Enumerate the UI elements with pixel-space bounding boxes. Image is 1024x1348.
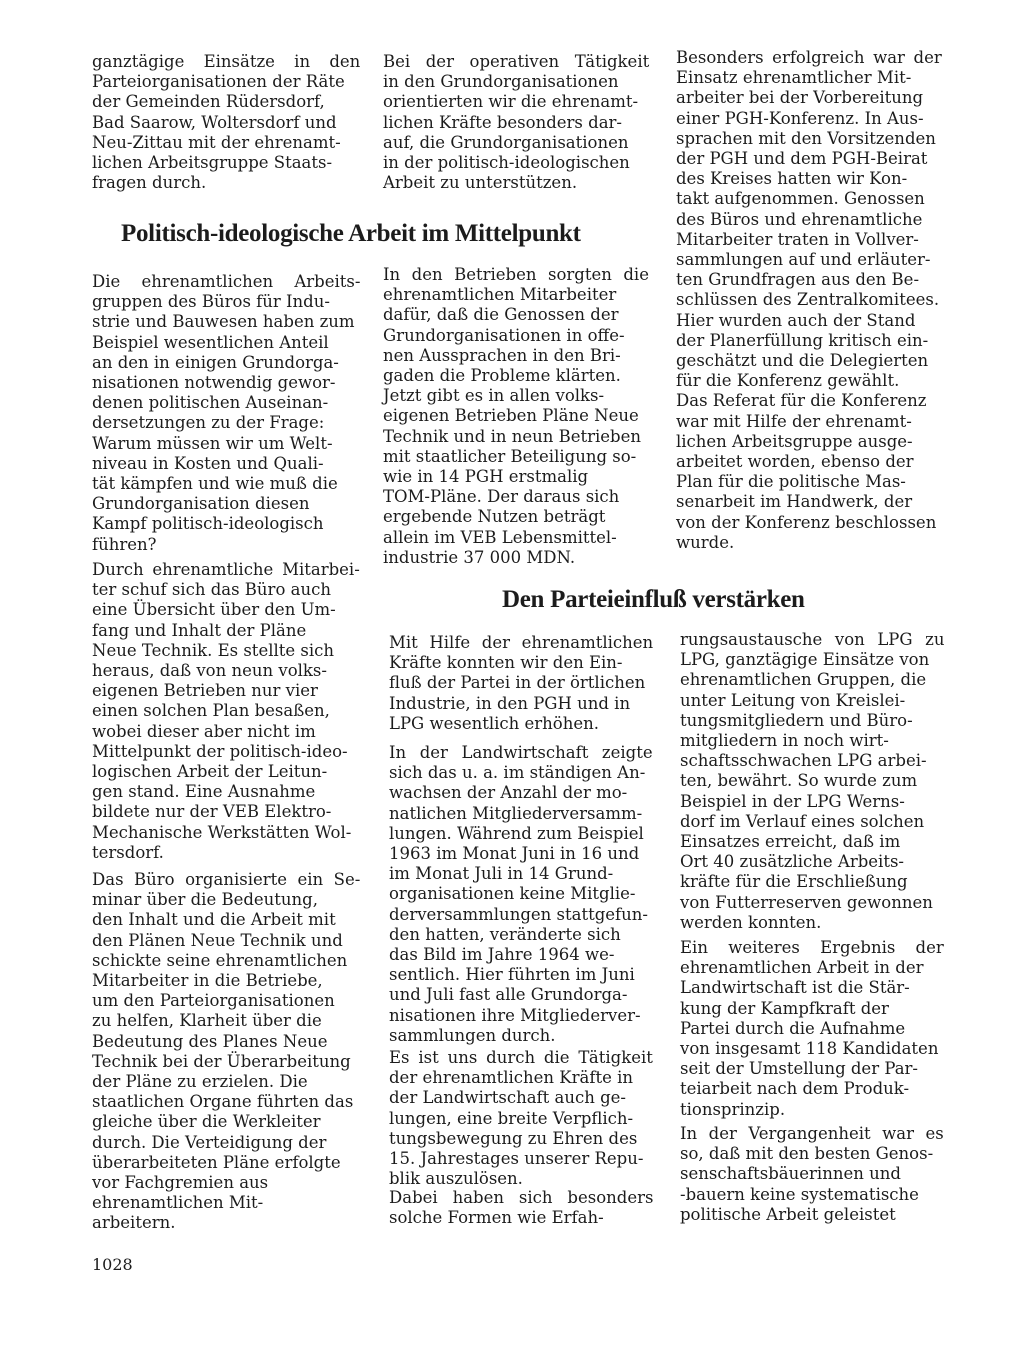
text-line: niveau in Kosten und Quali- (92, 453, 324, 473)
text-line: derversammlungen stattgefun- (389, 904, 648, 924)
text-line: der Pläne zu erzielen. Die (92, 1072, 308, 1092)
text-line: Neu-Zittau mit der ehrenamt- (92, 132, 341, 152)
text-line: des Büros und ehrenamtliche (676, 209, 923, 229)
text-line: in der politisch-ideologischen (383, 153, 630, 173)
text-line: Es ist uns durch die Tätigkeit (389, 1048, 653, 1067)
text-line: politische Arbeit geleistet (680, 1204, 896, 1224)
text-line: Einsatzes erreicht, daß im (680, 832, 901, 852)
text-line: führen? (92, 534, 157, 554)
text-line: lungen, eine breite Verpflich- (389, 1108, 634, 1128)
text-line: tungsbewegung zu Ehren des (389, 1128, 638, 1148)
text-line: In der Landwirtschaft zeigte (389, 743, 653, 762)
text-line: der Landwirtschaft auch ge- (389, 1088, 626, 1108)
text-line: eine Übersicht über den Um- (92, 600, 336, 620)
text-line: Landwirtschaft ist die Stär- (680, 978, 910, 998)
text-line: sammlungen auf und erläuter- (676, 250, 931, 270)
text-line: Warum müssen wir um Welt- (92, 433, 333, 453)
text-line: sammlungen durch. (389, 1025, 556, 1045)
text-line: Einsatz ehrenamtlicher Mit- (676, 68, 912, 88)
text-line: Mitarbeiter traten in Vollver- (676, 229, 919, 249)
text-line: Bedeutung des Planes Neue (92, 1031, 328, 1051)
paragraph-col2-p1 (383, 265, 649, 568)
text-line: nisationen ihre Mitgliederver- (389, 1005, 641, 1025)
text-line: sentlich. Hier führten im Juni (389, 965, 635, 985)
text-line: im Monat Juli in 14 Grund- (389, 864, 614, 884)
text-line: geschätzt und die Delegierten (676, 351, 929, 371)
text-line: um den Parteiorganisationen (92, 991, 335, 1011)
text-line: kräfte für die Erschließung (680, 872, 908, 892)
text-line: arbeiter bei der Vorbereitung (676, 88, 924, 108)
text-line: dersetzungen zu der Frage: (92, 413, 325, 433)
text-line: takt aufgenommen. Genossen (676, 189, 925, 209)
text-line: sich das u. a. im ständigen An- (389, 763, 646, 783)
text-line: und Juli fast alle Grundorga- (389, 985, 628, 1005)
text-line: natlichen Mitgliederversamm- (389, 803, 643, 823)
text-line: solche Formen wie Erfah- (389, 1208, 604, 1228)
text-line: wie in 14 PGH erstmalig (383, 467, 589, 487)
text-line: so, daß mit den besten Genos- (680, 1144, 934, 1164)
text-line: staatlichen Organe führten das (92, 1092, 354, 1112)
text-line: tionsprinzip. (680, 1099, 786, 1119)
text-line: gen stand. Eine Ausnahme (92, 782, 316, 802)
text-line: mit staatlicher Beteiligung so- (383, 446, 637, 466)
text-line: Grundorganisation diesen (92, 494, 310, 514)
text-line: war mit Hilfe der ehrenamt- (676, 411, 912, 431)
text-line: wachsen der Anzahl der mo- (389, 783, 628, 803)
text-line: wurde. (676, 532, 735, 552)
paragraph-col1-p2 (92, 560, 360, 863)
paragraph-col3-p3 (680, 1124, 944, 1225)
text-line: Kräfte konnten wir den Ein- (389, 653, 623, 673)
text-line: fluß der Partei in der örtlichen (389, 673, 646, 693)
text-line: Grundorganisationen in offe- (383, 325, 625, 345)
paragraph-col2-p2 (389, 633, 653, 734)
text-line: eigenen Betrieben nur vier (92, 681, 318, 701)
text-line: lichen Arbeitsgruppe Staats- (92, 153, 333, 173)
text-line: wobei dieser aber nicht im (92, 721, 316, 741)
text-line: Die ehrenamtlichen Arbeits- (92, 272, 361, 291)
text-line: senarbeit im Handwerk, der (676, 492, 913, 512)
section-heading-1: Politisch-ideologische Arbeit im Mittelpunkt (121, 220, 581, 247)
text-line: Bei der operativen Tätigkeit (383, 52, 650, 71)
text-line: schlüssen des Zentralkomitees. (676, 290, 940, 310)
text-line: von der Konferenz beschlossen (676, 512, 937, 532)
text-line: dorf im Verlauf eines solchen (680, 811, 925, 831)
paragraph-col2-p5 (389, 1188, 653, 1228)
paragraph-col3-top (676, 48, 942, 553)
text-line: überarbeiteten Pläne erfolgte (92, 1152, 341, 1172)
text-line: schaftsschwachen LPG arbei- (680, 751, 927, 771)
text-line: 1963 im Monat Juni in 16 und (389, 844, 640, 864)
text-line: der Gemeinden Rüdersdorf, (92, 92, 325, 112)
text-line: einen solchen Plan besaßen, (92, 701, 330, 721)
text-line: orientierten wir die ehrenamt- (383, 92, 639, 112)
text-line: Mittelpunkt der politisch-ideo- (92, 741, 348, 761)
text-line: arbeitern. (92, 1213, 176, 1233)
text-line: logischen Arbeit der Leitun- (92, 762, 328, 782)
text-line: In der Vergangenheit war es (680, 1124, 944, 1143)
text-line: ten Grundfragen aus den Be- (676, 270, 920, 290)
text-line: Durch ehrenamtliche Mitarbei- (92, 560, 360, 579)
text-line: tersdorf. (92, 842, 164, 862)
text-line: ehrenamtlichen Gruppen, die (680, 670, 927, 690)
text-line: 15. Jahrestages unserer Repu- (389, 1149, 644, 1169)
text-line: lichen Arbeitsgruppe ausge- (676, 431, 913, 451)
text-line: das Bild im Jahre 1964 we- (389, 945, 615, 965)
text-line: Hier wurden auch der Stand (676, 310, 916, 330)
text-line: Technik bei der Überarbeitung (92, 1051, 351, 1071)
text-line: in den Grundorganisationen (383, 72, 619, 92)
text-line: fang und Inhalt der Pläne (92, 620, 307, 640)
text-line: Das Büro organisierte ein Se- (92, 870, 361, 889)
text-line: teiarbeit nach dem Produk- (680, 1079, 910, 1099)
paragraph-col1-top (92, 52, 360, 193)
text-line: Beispiel wesentlichen Anteil (92, 332, 329, 352)
text-line: ganztägige Einsätze in den (92, 52, 361, 71)
text-line: Mit Hilfe der ehrenamtlichen (389, 633, 654, 652)
text-line: sprachen mit den Vorsitzenden (676, 128, 936, 148)
text-line: zu helfen, Klarheit über die (92, 1011, 322, 1031)
text-line: den hatten, veränderte sich (389, 924, 621, 944)
text-line: lungen. Während zum Beispiel (389, 823, 644, 843)
paragraph-col2-p3 (389, 743, 653, 1046)
text-line: allein im VEB Lebensmittel- (383, 527, 617, 547)
text-line: rungsaustausche von LPG zu (680, 630, 945, 649)
text-line: Jetzt gibt es in allen volks- (383, 386, 605, 406)
text-line: Technik und in neun Betrieben (383, 426, 642, 446)
paragraph-col1-p3 (92, 870, 360, 1234)
page-number: 1028 (92, 1255, 133, 1274)
text-line: organisationen keine Mitglie- (389, 884, 636, 904)
text-line: Beispiel in der LPG Werns- (680, 791, 905, 811)
text-line: denen politischen Auseinan- (92, 393, 329, 413)
text-line: Mitarbeiter in die Betriebe, (92, 971, 323, 991)
paragraph-col2-top (383, 52, 649, 193)
text-line: -bauern keine systematische (680, 1184, 919, 1204)
text-line: der PGH und dem PGH-Beirat (676, 149, 928, 169)
text-line: Neue Technik. Es stellte sich (92, 640, 335, 660)
text-line: des Kreises hatten wir Kon- (676, 169, 908, 189)
text-line: seit der Umstellung der Par- (680, 1059, 918, 1079)
text-line: von insgesamt 118 Kandidaten (680, 1039, 939, 1059)
text-line: ehrenamtlichen Mit- (92, 1193, 264, 1213)
text-line: ten, bewährt. So wurde zum (680, 771, 918, 791)
text-line: fragen durch. (92, 173, 207, 193)
text-line: Ein weiteres Ergebnis der (680, 938, 944, 957)
text-line: gruppen des Büros für Indu- (92, 292, 330, 312)
text-line: Partei durch die Aufnahme (680, 1018, 906, 1038)
text-line: kung der Kampfkraft der (680, 998, 889, 1018)
text-line: In den Betrieben sorgten die (383, 265, 649, 284)
text-line: strie und Bauwesen haben zum (92, 312, 355, 332)
paragraph-col2-p4 (389, 1048, 653, 1189)
text-line: Parteiorganisationen der Räte (92, 72, 345, 92)
text-line: Dabei haben sich besonders (389, 1188, 654, 1207)
text-line: Bad Saarow, Woltersdorf und (92, 112, 337, 132)
text-line: ter schuf sich das Büro auch (92, 580, 331, 600)
text-line: von Futterreserven gewonnen (680, 892, 933, 912)
text-line: Plan für die politische Mas- (676, 472, 906, 492)
text-line: nisationen notwendig gewor- (92, 373, 336, 393)
text-line: blik auszulösen. (389, 1169, 523, 1189)
text-line: unter Leitung von Kreislei- (680, 690, 906, 710)
text-line: LPG, ganztägige Einsätze von (680, 650, 930, 670)
text-line: LPG wesentlich erhöhen. (389, 713, 600, 733)
text-line: nen Aussprachen in den Bri- (383, 345, 621, 365)
text-line: ergebende Nutzen beträgt (383, 507, 606, 527)
text-line: eigenen Betrieben Pläne Neue (383, 406, 639, 426)
text-line: mitgliedern in noch wirt- (680, 731, 889, 751)
text-line: durch. Die Verteidigung der (92, 1132, 327, 1152)
text-line: der Planerfüllung kritisch ein- (676, 330, 929, 350)
text-line: den Plänen Neue Technik und (92, 930, 343, 950)
text-line: minar über die Bedeutung, (92, 890, 318, 910)
text-line: arbeitet worden, ebenso der (676, 452, 914, 472)
text-line: schickte seine ehrenamtlichen (92, 950, 348, 970)
text-line: tungsmitgliedern und Büro- (680, 710, 913, 730)
text-line: Industrie, in den PGH und in (389, 693, 631, 713)
text-line: für die Konferenz gewählt. (676, 371, 900, 391)
text-line: lichen Kräfte besonders dar- (383, 112, 623, 132)
text-line: Arbeit zu unterstützen. (383, 173, 578, 193)
text-line: gleiche über die Werkleiter (92, 1112, 321, 1132)
text-line: industrie 37 000 MDN. (383, 547, 576, 567)
text-line: einer PGH-Konferenz. In Aus- (676, 108, 924, 128)
text-line: Mechanische Werkstätten Wol- (92, 822, 352, 842)
text-line: den Inhalt und die Arbeit mit (92, 910, 336, 930)
text-line: senschaftsbäuerinnen und (680, 1164, 901, 1184)
text-line: ehrenamtlichen Mitarbeiter (383, 285, 617, 305)
section-heading-2: Den Parteieinfluß verstärken (502, 586, 805, 613)
text-line: tät kämpfen und wie muß die (92, 474, 338, 494)
text-line: gaden die Probleme klärten. (383, 366, 621, 386)
text-line: werden konnten. (680, 912, 822, 932)
text-line: Ort 40 zusätzliche Arbeits- (680, 852, 904, 872)
text-line: TOM-Pläne. Der daraus sich (383, 487, 620, 507)
text-line: auf, die Grundorganisationen (383, 132, 629, 152)
paragraph-col3-p2 (680, 938, 944, 1120)
text-line: heraus, daß von neun volks- (92, 661, 327, 681)
text-line: Kampf politisch-ideologisch (92, 514, 324, 534)
text-line: ehrenamtlichen Arbeit in der (680, 958, 924, 978)
paragraph-col1-p1 (92, 272, 360, 555)
text-line: bildete nur der VEB Elektro- (92, 802, 332, 822)
text-line: vor Fachgremien aus (92, 1173, 269, 1193)
paragraph-col3-p1 (680, 630, 944, 933)
text-line: Besonders erfolgreich war der (676, 48, 942, 67)
text-line: an den in einigen Grundorga- (92, 352, 339, 372)
text-line: dafür, daß die Genossen der (383, 305, 619, 325)
text-line: der ehrenamtlichen Kräfte in (389, 1068, 634, 1088)
text-line: Das Referat für die Konferenz (676, 391, 927, 411)
